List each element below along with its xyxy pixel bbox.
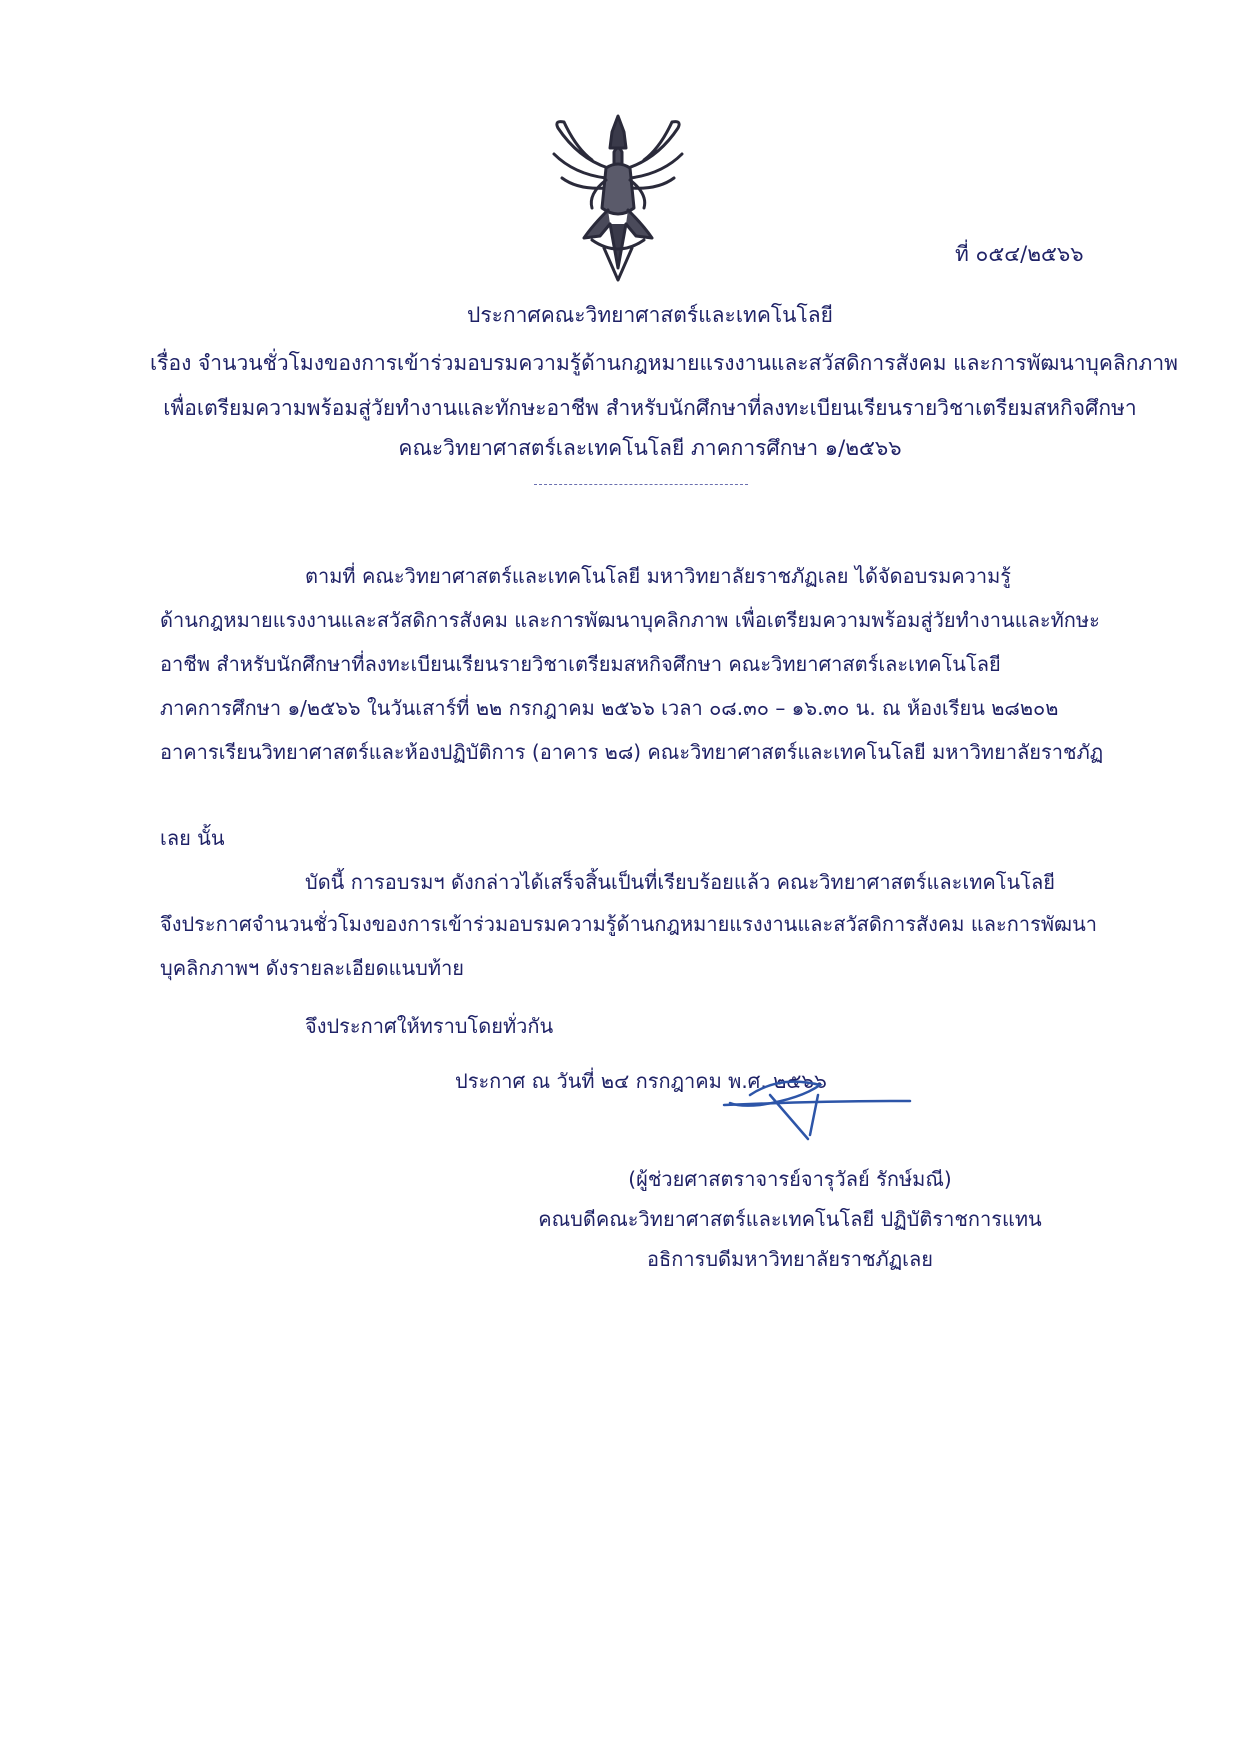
announcement-title: ประกาศคณะวิทยาศาสตร์และเทคโนโลยี [467,303,833,327]
handwritten-signature [720,1065,920,1145]
body-line: ตามที่ คณะวิทยาศาสตร์และเทคโนโลยี มหาวิทยาลัยราชภัฏเลย ได้จัดอบรมความรู้ [305,564,1012,588]
body-line: เลย นั้น [160,826,225,850]
garuda-emblem-icon [548,108,688,288]
signer-position: อธิการบดีมหาวิทยาลัยราชภัฏเลย [647,1247,933,1271]
body-line: ภาคการศึกษา ๑/๒๕๖๖ ในวันเสาร์ที่ ๒๒ กรกฎาคม ๒๕๖๖ เวลา ๐๘.๓๐ – ๑๖.๓๐ น. ณ ห้องเรียน ๒๘๒๐๒ [160,696,1059,720]
body-line: บุคลิกภาพฯ ดังรายละเอียดแนบท้าย [160,956,465,980]
document-number: ที่ ๐๕๔/๒๕๖๖ [955,242,1084,266]
body-line: จึงประกาศจำนวนชั่วโมงของการเข้าร่วมอบรมความรู้ด้านกฎหมายแรงงานและสวัสดิการสังคม และการพัฒนา [160,912,1097,936]
closing-statement: จึงประกาศให้ทราบโดยทั่วกัน [305,1014,554,1038]
subject-line: คณะวิทยาศาสตร์เละเทคโนโลยี ภาคการศึกษา ๑/๒๕๖๖ [398,436,902,460]
body-line: อาคารเรียนวิทยาศาสตร์และห้องปฏิบัติการ (อาคาร ๒๘) คณะวิทยาศาสตร์และเทคโนโลยี มหาวิทยาลัยราชภัฏ [160,740,1104,764]
body-line: บัดนี้ การอบรมฯ ดังกล่าวได้เสร็จสิ้นเป็นที่เรียบร้อยแล้ว คณะวิทยาศาสตร์และเทคโนโลยี [305,870,1055,894]
title-divider [534,484,748,485]
announcement-date: ประกาศ ณ วันที่ ๒๔ กรกฎาคม พ.ศ. ๒๕๖๖ [455,1069,827,1093]
subject-line: เรื่อง จำนวนชั่วโมงของการเข้าร่วมอบรมความรู้ด้านกฎหมายแรงงานและสวัสดิการสังคม และการพัฒนาบุคลิกภาพ [150,351,1178,375]
signer-name: (ผู้ช่วยศาสตราจารย์จารุวัลย์ รักษ์มณี) [628,1167,952,1191]
signer-position: คณบดีคณะวิทยาศาสตร์และเทคโนโลยี ปฏิบัติราชการแทน [538,1207,1042,1231]
body-line: อาชีพ สำหรับนักศึกษาที่ลงทะเบียนเรียนรายวิชาเตรียมสหกิจศึกษา คณะวิทยาศาสตร์เละเทคโนโลยี [160,652,1001,676]
body-line: ด้านกฎหมายแรงงานและสวัสดิการสังคม และการพัฒนาบุคลิกภาพ เพื่อเตรียมความพร้อมสู่วัยทำงานและทักษะ [160,608,1100,632]
subject-line: เพื่อเตรียมความพร้อมสู่วัยทำงานและทักษะอาชีพ สำหรับนักศึกษาที่ลงทะเบียนเรียนรายวิชาเตรียมสหกิจศึกษา [163,396,1137,420]
